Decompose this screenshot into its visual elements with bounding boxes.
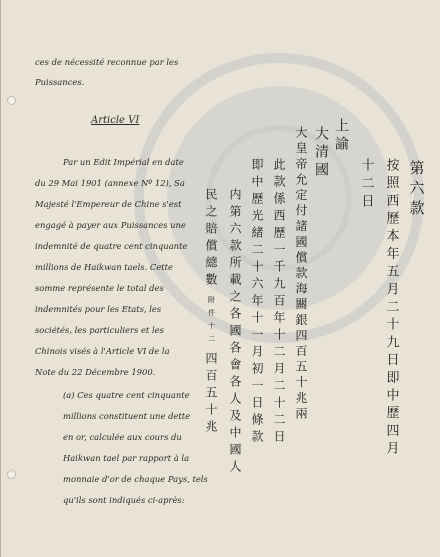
paragraph-2-line-3: en or, calculée aux cours du bbox=[63, 432, 182, 442]
paragraph-1-line-4: engagé à payer aux Puissances une bbox=[35, 220, 186, 230]
chinese-col-7 bbox=[269, 158, 289, 447]
chinese-col-8 bbox=[247, 158, 267, 447]
paragraph-1-line-10: Chinois visés à l'Article VI de la bbox=[35, 346, 170, 356]
chinese-text: 上諭 bbox=[333, 118, 349, 154]
paragraph-1-line-1: Par un Edit Impérial en date bbox=[63, 157, 184, 167]
chinese-text: 即中歷光緒二十六年十一月初一日條款 bbox=[250, 158, 264, 447]
paragraph-1-line-7: somme représente le total des bbox=[35, 283, 164, 293]
paragraph-1-line-11: Note du 22 Décembre 1900. bbox=[35, 367, 156, 377]
article-heading: Article VI bbox=[91, 115, 140, 126]
chinese-col-heading bbox=[406, 160, 426, 220]
chinese-col-5 bbox=[311, 126, 331, 180]
annex-note: 附件十二 bbox=[207, 296, 216, 348]
chinese-col-10 bbox=[201, 188, 221, 437]
paragraph-1-line-2: du 29 Mai 1901 (annexe Nº 12), Sa bbox=[35, 178, 185, 188]
paragraph-2-line-2: millions constituent une dette bbox=[63, 411, 191, 421]
chinese-text: 民之賠償總數 bbox=[204, 188, 218, 290]
paragraph-1-line-8: indemnités pour les Etats, les bbox=[35, 304, 162, 314]
paragraph-1-line-6: millions de Haikwan taels. Cette bbox=[35, 262, 173, 272]
paragraph-2-line-4: Haikwan tael par rapport à la bbox=[63, 453, 190, 463]
chinese-col-6 bbox=[291, 126, 311, 422]
chinese-col-3 bbox=[356, 158, 376, 212]
chinese-text: 四百五十兆 bbox=[204, 352, 218, 437]
paragraph-2-line-5: monnaie d'or de chaque Pays, tels bbox=[63, 474, 208, 484]
chinese-col-2 bbox=[381, 158, 401, 459]
paragraph-1-line-3: Majesté l'Empereur de Chine s'est bbox=[35, 199, 182, 209]
chinese-col-4 bbox=[331, 118, 351, 154]
chinese-text: 十二日 bbox=[358, 158, 374, 212]
paragraph-2-line-1: (a) Ces quatre cent cinquante bbox=[63, 390, 190, 400]
paragraph-1-line-5: indemnité de quatre cent cinquante bbox=[35, 241, 188, 251]
chinese-text: 大皇帝允定付諸國償款海關銀四百五十兆兩 bbox=[294, 126, 308, 423]
chinese-col-9 bbox=[225, 188, 245, 477]
chinese-text: 第六款 bbox=[407, 160, 426, 220]
punch-hole-top bbox=[7, 96, 16, 105]
chinese-text: 内第六款所載之各國各會各人及中國人 bbox=[228, 188, 242, 477]
chinese-text: 大清國 bbox=[313, 126, 329, 180]
continuation-line-2: Puissances. bbox=[35, 77, 85, 87]
continuation-line-1: ces de nécessité reconnue par les bbox=[35, 57, 179, 67]
chinese-text: 按照西歷本年五月二十九日即中歷四月 bbox=[383, 158, 399, 459]
paragraph-2-line-6: qu'ils sont indiqués ci-après: bbox=[63, 495, 185, 505]
chinese-text: 此款係西歷一千九百年十二月二十二日 bbox=[272, 158, 286, 447]
paragraph-1-line-9: sociétés, les particuliers et les bbox=[35, 325, 164, 335]
punch-hole-bottom bbox=[7, 470, 16, 479]
